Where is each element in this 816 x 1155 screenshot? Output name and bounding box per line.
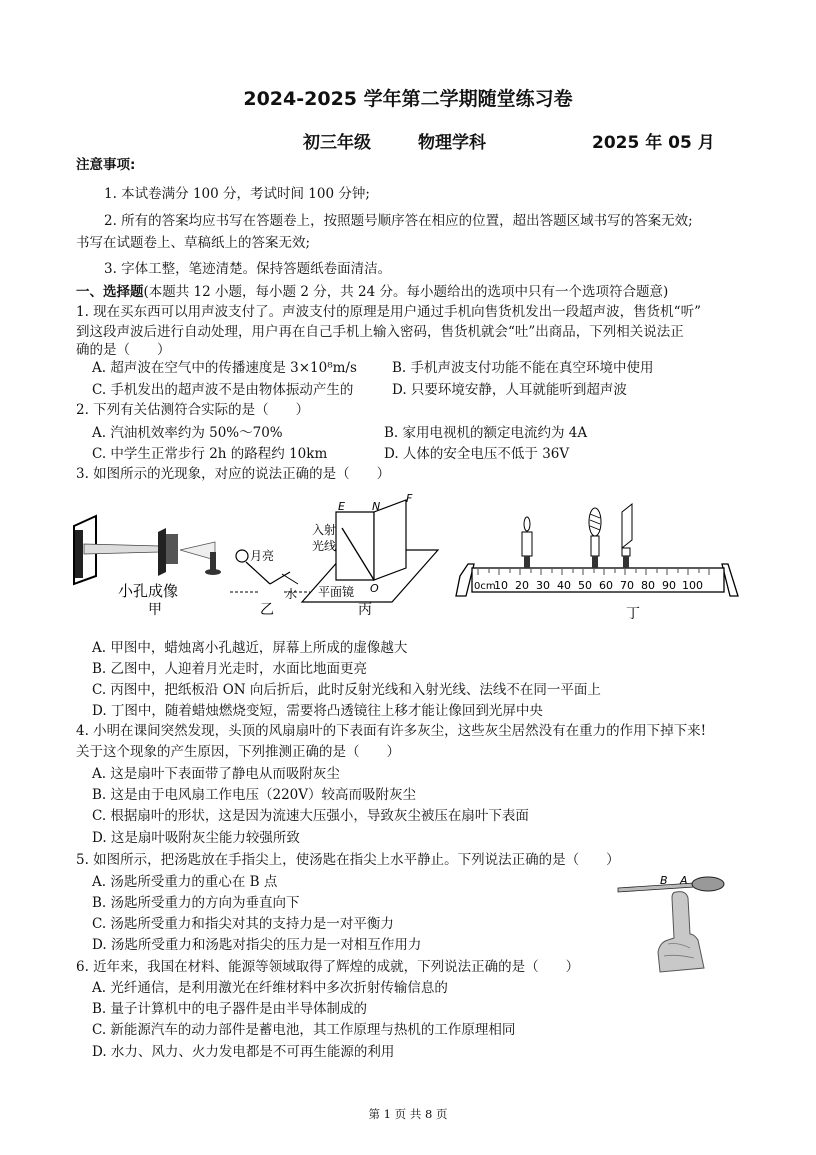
figure-bing-mirror-label: 平面镜 xyxy=(318,585,355,599)
figure-bing-e-label: E xyxy=(338,500,345,513)
figure-jia-label: 甲 xyxy=(148,602,162,618)
q1-stem-line-2: 到这段声波后进行自动处理，用户再在自己手机上输入密码，售货机就会“吐”出商品，下列相关说法正 xyxy=(76,324,684,340)
ruler-label-90: 90 xyxy=(662,579,676,592)
q1-option-c: C. 手机发出的超声波不是由物体振动产生的 xyxy=(92,382,354,398)
figure-ding-optical-bench xyxy=(456,504,738,622)
figure-bing-o-label: O xyxy=(370,582,379,595)
ruler-label-50: 50 xyxy=(578,579,592,592)
q4-stem-line-1: 4. 小明在课间突然发现，头顶的风扇扇叶的下表面有许多灰尘，这些灰尘居然没有在重力的作用下掉下来! xyxy=(76,723,707,739)
q5-option-d: D. 汤匙所受重力和汤匙对指尖的压力是一对相互作用力 xyxy=(92,937,422,953)
ruler-label-80: 80 xyxy=(641,579,655,592)
q3-option-c: C. 丙图中，把纸板沿 ON 向后折后，此时反射光线和入射光线、法线不在同一平面上 xyxy=(92,682,601,698)
q2-option-a: A. 汽油机效率约为 50%～70% xyxy=(92,425,283,441)
ruler-label-30: 30 xyxy=(536,579,550,592)
q1-stem-line-1: 1. 现在买东西可以用声波支付了。声波支付的原理是用户通过手机向售货机发出一段超声波，售货机“听” xyxy=(76,304,701,320)
ruler-label-100: 100 xyxy=(682,579,703,592)
q3-option-a: A. 甲图中，蜡烛离小孔越近，屏幕上所成的虚像越大 xyxy=(92,640,408,656)
q5-stem: 5. 如图所示，把汤匙放在手指尖上，使汤匙在指尖上水平静止。下列说法正确的是（ ） xyxy=(76,852,620,868)
section-description: (本题共 12 小题，每小题 2 分，共 24 分。每小题给出的选项中只有一个选项符合题意) xyxy=(143,284,669,300)
ruler-label-20: 20 xyxy=(515,579,529,592)
ruler-label-60: 60 xyxy=(599,579,613,592)
notice-item-3: 3. 字体工整，笔迹清楚。保持答题纸卷面清洁。 xyxy=(104,261,392,277)
q1-option-a: A. 超声波在空气中的传播速度是 3×10⁸m/s xyxy=(92,360,357,376)
notice-item-1: 1. 本试卷满分 100 分，考试时间 100 分钟; xyxy=(104,186,370,202)
figure-yi-moonlight xyxy=(230,549,310,618)
figure-bing-ray-label: 光线 xyxy=(312,539,337,553)
q1-option-d: D. 只要环境安静，人耳就能听到超声波 xyxy=(392,382,627,398)
q3-figures xyxy=(70,492,750,622)
ruler-label-70: 70 xyxy=(620,579,634,592)
figure-bing-label: 丙 xyxy=(358,602,372,618)
notice-item-2-line-1: 2. 所有的答案均应书写在答题卷上，按照题号顺序答在相应的位置，超出答题区域书写的答案无效; xyxy=(104,213,693,229)
subject-label: 物理学科 xyxy=(418,133,486,153)
candle xyxy=(522,517,532,568)
figure-yi-water-label: 水 xyxy=(285,587,298,601)
spoon-point-b-label: B xyxy=(660,874,668,887)
notice-heading: 注意事项: xyxy=(76,157,136,173)
q6-option-a: A. 光纤通信，是利用激光在纤维材料中多次折射传输信息的 xyxy=(92,980,448,996)
q6-stem: 6. 近年来，我国在材料、能源等领域取得了辉煌的成就，下列说法正确的是（ ） xyxy=(76,959,580,975)
q5-option-a: A. 汤匙所受重力的重心在 B 点 xyxy=(92,874,278,890)
spoon-point-a-label: A xyxy=(680,874,688,887)
figure-bing-plane-mirror xyxy=(302,492,438,618)
section-heading-line xyxy=(76,282,668,303)
date-label: 2025 年 05 月 xyxy=(592,133,715,153)
convex-lens xyxy=(589,508,601,568)
q6-option-c: C. 新能源汽车的动力部件是蓄电池，其工作原理与热机的工作原理相同 xyxy=(92,1022,516,1038)
figure-bing-incident-label: 入射 xyxy=(312,523,337,537)
notice-item-2-line-2: 书写在试题卷上、草稿纸上的答案无效; xyxy=(76,235,311,251)
q3-option-b: B. 乙图中，人迎着月光走时，水面比地面更亮 xyxy=(92,661,368,677)
q4-stem-line-2: 关于这个现象的产生原因，下列推测正确的是（ ） xyxy=(76,744,400,760)
paper-title: 2024-2025 学年第二学期随堂练习卷 xyxy=(243,88,573,110)
figure-yi-moon-label: 月亮 xyxy=(250,549,275,563)
q2-option-d: D. 人体的安全电压不低于 36V xyxy=(384,446,570,462)
q6-option-d: D. 水力、风力、火力发电都是不可再生能源的利用 xyxy=(92,1044,395,1060)
ruler-label-10: 10 xyxy=(494,579,508,592)
q4-option-c: C. 根据扇叶的形状，这是因为流速大压强小，导致灰尘被压在扇叶下表面 xyxy=(92,808,529,824)
page-footer: 第 1 页 共 8 页 xyxy=(368,1107,448,1121)
figure-bing-n-label: N xyxy=(372,500,381,513)
q3-option-d: D. 丁图中，随着蜡烛燃烧变短，需要将凸透镜往上移才能让像回到光屏中央 xyxy=(92,703,543,719)
q2-option-b: B. 家用电视机的额定电流约为 4A xyxy=(384,425,588,441)
ruler-label-0: 0cm xyxy=(474,581,496,592)
q4-option-d: D. 这是扇叶吸附灰尘能力较强所致 xyxy=(92,830,300,846)
q6-option-b: B. 量子计算机中的电子器件是由半导体制成的 xyxy=(92,1001,368,1017)
q5-option-c: C. 汤匙所受重力和指尖对其的支持力是一对平衡力 xyxy=(92,916,394,932)
q2-option-c: C. 中学生正常步行 2h 的路程约 10km xyxy=(92,446,328,462)
q1-stem-line-3: 确的是（ ） xyxy=(76,342,171,358)
section-heading: 一、选择题 xyxy=(76,284,144,300)
figure-jia-caption: 小孔成像 xyxy=(118,582,179,600)
q3-stem: 3. 如图所示的光现象，对应的说法正确的是（ ） xyxy=(76,466,391,482)
ruler-label-40: 40 xyxy=(557,579,571,592)
grade-label: 初三年级 xyxy=(303,133,371,153)
q5-spoon-figure xyxy=(614,868,734,978)
figure-yi-label: 乙 xyxy=(260,602,274,618)
light-screen xyxy=(622,504,632,568)
q4-option-a: A. 这是扇叶下表面带了静电从而吸附灰尘 xyxy=(92,766,340,782)
q2-stem: 2. 下列有关估测符合实际的是（ ） xyxy=(76,402,310,418)
figure-jia-pinhole-imaging xyxy=(74,516,221,618)
figure-ding-label: 丁 xyxy=(626,606,640,622)
q1-option-b: B. 手机声波支付功能不能在真空环境中使用 xyxy=(392,360,654,376)
q4-option-b: B. 这是由于电风扇工作电压（220V）较高而吸附灰尘 xyxy=(92,787,417,803)
q5-option-b: B. 汤匙所受重力的方向为垂直向下 xyxy=(92,895,300,911)
finger-illustration xyxy=(658,892,704,972)
figure-bing-f-label: F xyxy=(406,492,413,505)
